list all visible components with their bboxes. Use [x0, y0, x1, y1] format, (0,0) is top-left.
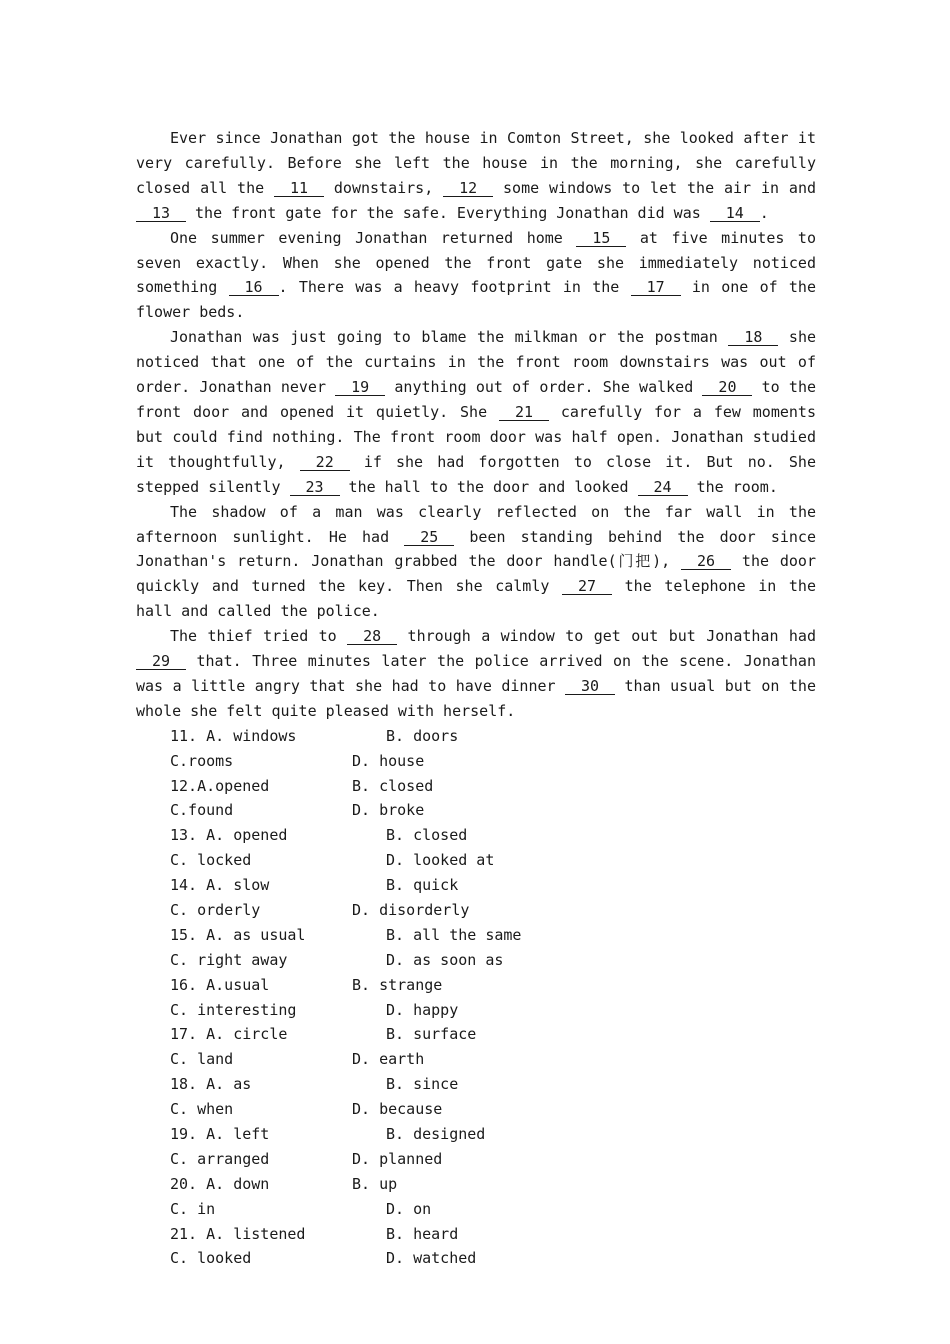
paragraph-1	[136, 126, 816, 226]
option-line	[136, 823, 816, 848]
paragraph-2	[136, 226, 816, 326]
option-a: 13. A. opened	[170, 826, 288, 845]
option-b: D. looked at	[386, 851, 495, 870]
option-b: B. doors	[386, 726, 459, 745]
option-a: 18. A. as	[170, 1075, 252, 1094]
blank-29: 29	[136, 654, 186, 670]
blank-28: 28	[347, 629, 397, 645]
passage-text: through a window to get out but Jonathan had	[397, 627, 816, 646]
option-a: 14. A. slow	[170, 876, 270, 895]
passage-text: downstairs,	[324, 178, 444, 197]
blank-12: 12	[443, 181, 493, 197]
option-b: B. all the same	[386, 925, 522, 944]
blank-19: 19	[335, 380, 385, 396]
option-line	[136, 1047, 816, 1072]
document-page	[136, 126, 816, 1271]
option-a: 19. A. left	[170, 1125, 270, 1143]
option-line	[136, 898, 816, 923]
passage-text: that. Three minutes later the police arrived on the scene. Jonathan was a little angry that she had to have dinner	[136, 652, 816, 695]
option-b: D. happy	[386, 1000, 459, 1019]
passage-text: anything out of order. She walked	[385, 378, 703, 397]
passage-text: the hall to the door and looked	[339, 477, 638, 496]
passage-text: Jonathan was just going to blame the milkman or the postman	[170, 328, 729, 347]
option-line	[136, 948, 816, 973]
option-a: C.found	[170, 801, 234, 820]
option-b: D. disorderly	[352, 900, 470, 919]
blank-22: 22	[300, 455, 350, 471]
passage-text: the front gate for the safe. Everything Jonathan did was	[186, 203, 710, 222]
passage-text: the room.	[687, 477, 778, 496]
option-line	[136, 1197, 816, 1222]
option-a: C. locked	[170, 851, 252, 870]
option-b: D. because	[352, 1100, 443, 1119]
option-line	[136, 1246, 816, 1271]
option-line	[136, 798, 816, 823]
blank-15: 15	[576, 231, 626, 247]
option-a: C. arranged	[170, 1149, 270, 1168]
option-b: B. quick	[386, 876, 459, 895]
blank-20: 20	[702, 380, 752, 396]
passage-text: The thief tried to	[170, 627, 348, 646]
passage-text: than usual but on the whole she felt quite pleased with herself.	[136, 676, 816, 720]
passage-text: the door quickly and turned the key. Then she calmly	[136, 552, 816, 596]
option-line	[136, 749, 816, 774]
option-b: B. designed	[386, 1125, 486, 1143]
option-b: D. broke	[352, 801, 425, 820]
blank-17: 17	[631, 280, 681, 296]
passage-text: at five minutes to seven exactly. When she opened the front gate she immediately noticed something	[136, 228, 816, 297]
blank-25: 25	[404, 530, 454, 546]
option-a: 15. A. as usual	[170, 925, 306, 944]
blank-30: 30	[565, 679, 615, 695]
blank-27: 27	[562, 579, 612, 595]
option-line	[136, 774, 816, 799]
option-a: C. when	[170, 1100, 234, 1119]
option-b: B. heard	[386, 1224, 459, 1243]
option-line	[136, 1122, 816, 1147]
answer-options	[136, 724, 816, 1272]
option-a: 12.A.opened	[170, 776, 270, 795]
option-a: 21. A. listened	[170, 1224, 306, 1243]
option-b: D. watched	[386, 1249, 477, 1268]
option-b: B. closed	[352, 776, 434, 795]
option-b: B. closed	[386, 826, 468, 845]
passage-text: .	[759, 203, 769, 222]
passage-text: carefully for a few moments but could find nothing. The front room door was half open. Jonathan studied it thoughtfully,	[136, 402, 816, 471]
blank-23: 23	[290, 480, 340, 496]
blank-21: 21	[499, 405, 549, 421]
passage-text: some windows to let the air in and	[493, 178, 816, 197]
blank-24: 24	[638, 480, 688, 496]
option-line	[136, 998, 816, 1023]
option-line	[136, 848, 816, 873]
option-b: B. strange	[352, 975, 443, 994]
option-a: C. interesting	[170, 1000, 297, 1019]
passage-text: been standing behind the door since Jonathan's return. Jonathan grabbed the door handle(门把),	[136, 527, 816, 571]
option-b: B. since	[386, 1075, 459, 1094]
passage-text: the telephone in the hall and called the police.	[136, 577, 816, 621]
option-a: C. looked	[170, 1249, 252, 1268]
option-b: D. earth	[352, 1050, 425, 1069]
option-a: 16. A.usual	[170, 975, 270, 994]
option-line	[136, 923, 816, 948]
option-b: D. on	[386, 1199, 432, 1218]
option-line	[136, 724, 816, 749]
option-a: C. land	[170, 1050, 234, 1069]
cloze-passage	[136, 126, 816, 724]
option-line	[136, 1147, 816, 1172]
paragraph-5	[136, 624, 816, 724]
passage-text: in one of the flower beds.	[136, 278, 816, 322]
passage-text: . There was a heavy footprint in the	[278, 278, 631, 297]
option-a: 20. A. down	[170, 1174, 270, 1193]
option-line	[136, 873, 816, 898]
blank-11: 11	[274, 181, 324, 197]
passage-text: Ever since Jonathan got the house in Comton Street, she looked after it very carefully. Before she left the house in the morning, she carefully closed all the	[136, 129, 816, 197]
blank-26: 26	[681, 554, 731, 570]
option-line	[136, 1072, 816, 1097]
option-a: 17. A. circle	[170, 1025, 288, 1044]
option-b: B. surface	[386, 1025, 477, 1044]
option-b: B. up	[352, 1174, 398, 1193]
passage-text: if she had forgotten to close it. But no. She stepped silently	[136, 452, 816, 496]
option-a: C. orderly	[170, 900, 261, 919]
option-line	[136, 973, 816, 998]
paragraph-4	[136, 500, 816, 625]
passage-text: One summer evening Jonathan returned home	[170, 228, 577, 247]
option-line	[136, 1172, 816, 1197]
option-b: D. house	[352, 751, 425, 770]
option-a: C.rooms	[170, 751, 234, 770]
passage-text: The shadow of a man was clearly reflected on the far wall in the afternoon sunlight. He had	[136, 502, 816, 546]
option-line	[136, 1022, 816, 1047]
option-line	[136, 1097, 816, 1122]
passage-text: she noticed that one of the curtains in the front room downstairs was out of order. Jonathan never	[136, 328, 816, 397]
option-a: C. right away	[170, 950, 288, 969]
blank-18: 18	[728, 330, 778, 346]
blank-14: 14	[710, 206, 760, 222]
option-b: D. as soon as	[386, 950, 504, 969]
blank-13: 13	[136, 206, 186, 222]
option-a: C. in	[170, 1199, 216, 1218]
option-line	[136, 1222, 816, 1247]
blank-16: 16	[229, 280, 279, 296]
option-b: D. planned	[352, 1149, 443, 1168]
option-a: 11. A. windows	[170, 726, 297, 745]
paragraph-3	[136, 325, 816, 499]
passage-text: to the front door and opened it quietly. She	[136, 378, 817, 421]
